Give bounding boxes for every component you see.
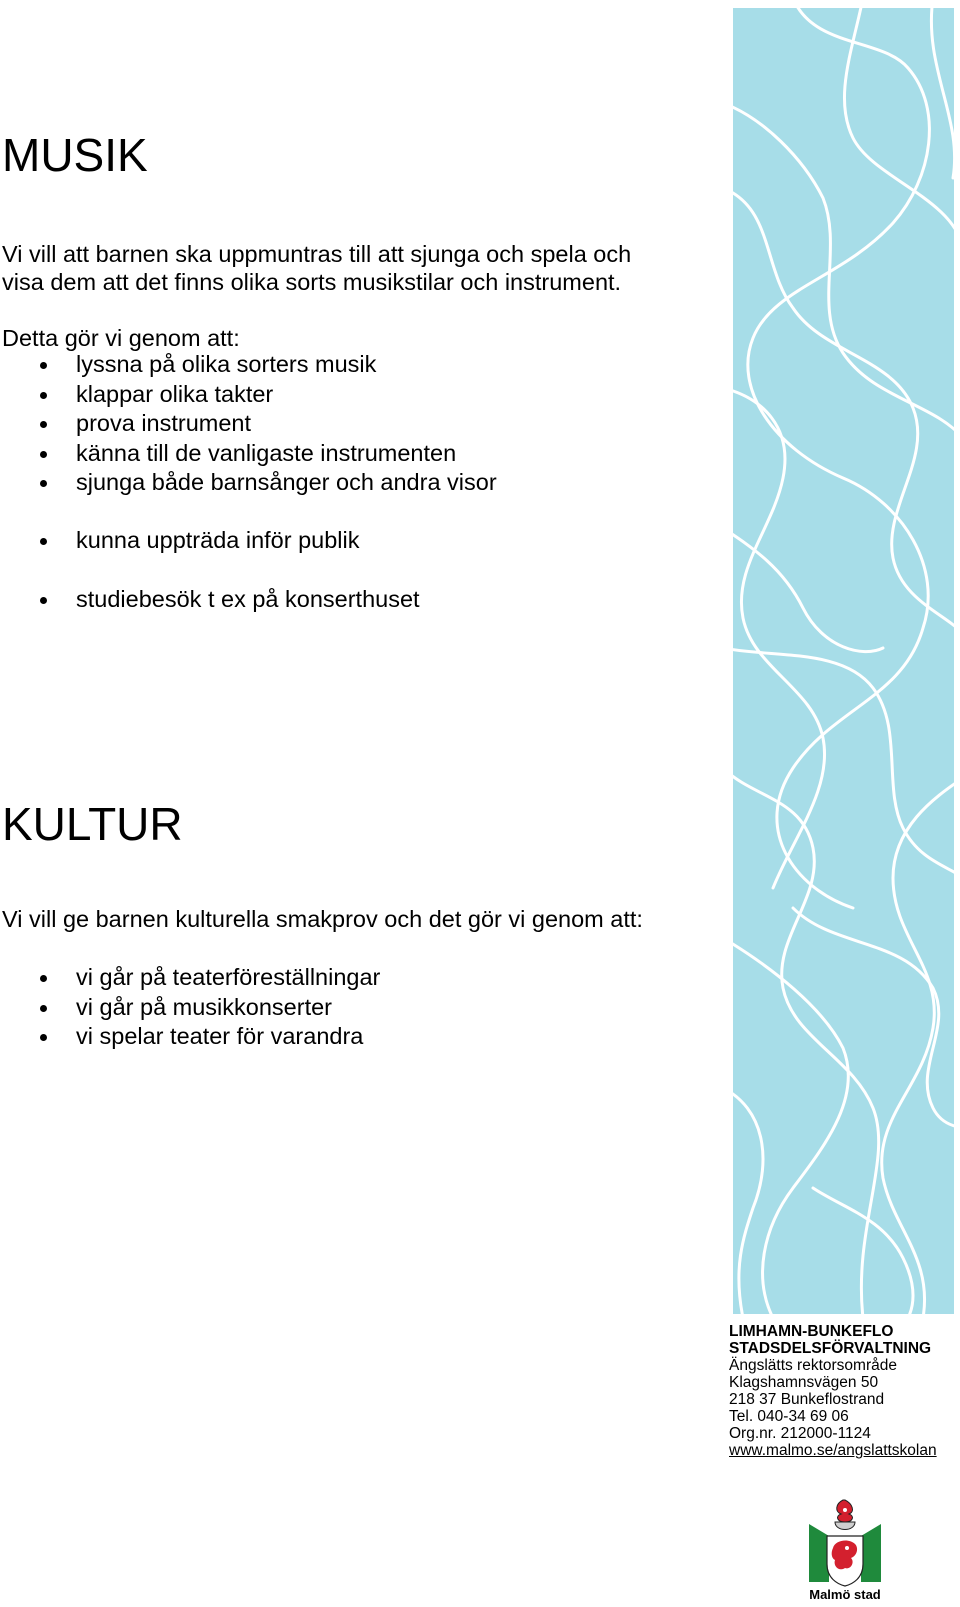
bullet-icon	[40, 451, 47, 458]
bullet-icon	[40, 421, 47, 428]
list-item: vi går på musikkonserter	[0, 993, 380, 1023]
bullet-icon	[40, 1005, 47, 1012]
contact-block	[729, 1323, 957, 1459]
postal-address: 218 37 Bunkeflostrand	[729, 1391, 885, 1408]
musik-list	[0, 350, 497, 498]
bullet-icon	[40, 392, 47, 399]
kultur-heading: KULTUR	[2, 798, 183, 850]
list-item: lyssna på olika sorters musik	[0, 350, 497, 380]
list-item: vi går på teaterföreställningar	[0, 963, 380, 993]
bullet-icon	[40, 362, 47, 369]
bullet-icon	[40, 1034, 47, 1041]
bullet-icon	[40, 597, 47, 604]
musik-intro	[2, 240, 631, 296]
list-item: prova instrument	[0, 409, 497, 439]
musik-heading: MUSIK	[2, 129, 148, 181]
musik-lead: Detta gör vi genom att:	[2, 325, 240, 351]
list-item: klappar olika takter	[0, 380, 497, 410]
list-item: studiebesök t ex på konserthuset	[0, 585, 420, 615]
bullet-icon	[40, 975, 47, 982]
street-address: Klagshamnsvägen 50	[729, 1374, 879, 1391]
list-item: sjunga både barnsånger och andra visor	[0, 468, 497, 498]
list-item: vi spelar teater för varandra	[0, 1022, 380, 1052]
logo-caption: Malmö stad	[809, 1587, 881, 1602]
website-link[interactable]: www.malmo.se/angslattskolan	[729, 1442, 937, 1459]
coat-of-arms-icon	[805, 1498, 885, 1602]
bullet-icon	[40, 480, 47, 487]
wave-pattern-graphic	[733, 8, 954, 1314]
malmo-stad-logo	[805, 1498, 885, 1602]
kultur-list	[0, 963, 380, 1052]
area-name: Ängslätts rektorsområde	[729, 1357, 897, 1374]
musik-list-extra	[0, 526, 360, 556]
decorative-pattern-panel	[733, 8, 954, 1314]
list-item: känna till de vanligaste instrumenten	[0, 439, 497, 469]
org-number: Org.nr. 212000-1124	[729, 1425, 871, 1442]
phone-number: Tel. 040-34 69 06	[729, 1408, 849, 1425]
musik-intro-line2: visa dem att det finns olika sorts musikstilar och instrument.	[2, 269, 622, 295]
musik-list-extra-2	[0, 585, 420, 615]
kultur-intro: Vi vill ge barnen kulturella smakprov och det gör vi genom att:	[2, 906, 643, 932]
list-item: kunna uppträda inför publik	[0, 526, 360, 556]
bullet-icon	[40, 538, 47, 545]
org-name-line1: LIMHAMN-BUNKEFLO	[729, 1323, 894, 1340]
musik-intro-line1: Vi vill att barnen ska uppmuntras till att sjunga och spela och	[2, 241, 632, 267]
org-name-line2: STADSDELSFÖRVALTNING	[729, 1340, 932, 1357]
